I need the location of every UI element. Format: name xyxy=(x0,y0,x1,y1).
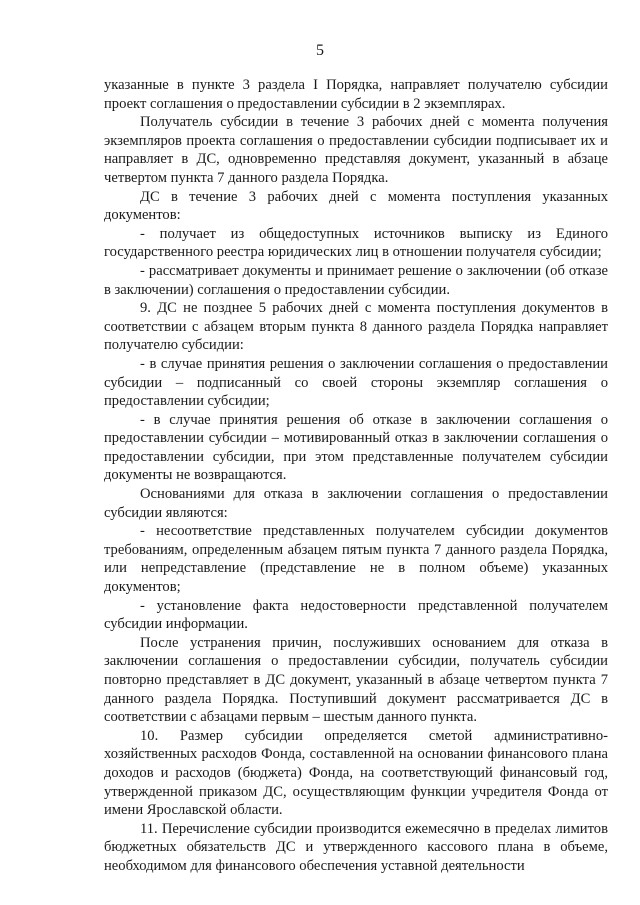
list-item-decision: - рассматривает документы и принимает решение о заключении (об отказе в заключении) соглашения о предоставлении субсидии. xyxy=(104,262,608,298)
paragraph-continuation: указанные в пункте 3 раздела I Порядка, направляет получателю субсидии проект соглашения о предоставлении субсидии в 2 экземплярах. xyxy=(104,77,608,112)
list-item-agreement-signed: - в случае принятия решения о заключении соглашения о предоставлении субсидии – подписанный со своей стороны экземпляр соглашения о предоставлении субсидии; xyxy=(104,355,608,410)
paragraph-item-10: 10. Размер субсидии определяется сметой административно-хозяйственных расходов Фонда, составленной на основании финансового плана доходов и расходов (бюджета) Фонда, на соответствующий финансовый год, утвержденной приказом ДС, осуществляющим функции учредителя Фонда от имени Ярославской области. xyxy=(104,727,608,819)
paragraph-item-11: 11. Перечисление субсидии производится ежемесячно в пределах лимитов бюджетных обязательств ДС и утвержденного кассового плана в объеме, необходимом для финансового обеспечения уставной деятельности xyxy=(104,820,608,874)
list-item-false-info: - установление факта недостоверности представленной получателем субсидии информации. xyxy=(104,597,608,633)
list-item-noncompliance: - несоответствие представленных получателем субсидии документов требованиям, определенным абзацем пятым пункта 7 данного раздела Порядка, или непредставление (представление не в полном объеме) указанных документов; xyxy=(104,523,608,596)
paragraph-resubmission: После устранения причин, послуживших основанием для отказа в заключении соглашения о предоставлении субсидии, получатель субсидии повторно представляет в ДС документ, указанный в абзаце четвертом пункта 7 данного раздела Порядка. Поступивший документ рассматривается ДС в соответствии с абзацами первым – шестым данного пункта. xyxy=(104,634,608,726)
document-body xyxy=(104,76,608,876)
page-number: 5 xyxy=(316,42,324,59)
paragraph-refusal-grounds: Основаниями для отказа в заключении соглашения о предоставлении субсидии являются: xyxy=(104,486,608,521)
list-item-refusal: - в случае принятия решения об отказе в заключении соглашения о предоставлении субсидии – мотивированный отказ в заключении соглашения о предоставлении субсидии, при этом представленные получателем субсидии документы не возвращаются. xyxy=(104,411,608,484)
paragraph-ds-review: ДС в течение 3 рабочих дней с момента поступления указанных документов: xyxy=(104,188,608,224)
list-item-registry-extract: - получает из общедоступных источников выписку из Единого государственного реестра юридических лиц в отношении получателя субсидии; xyxy=(104,225,608,261)
paragraph-recipient-signs: Получатель субсидии в течение 3 рабочих дней с момента получения экземпляров проекта соглашения о предоставлении субсидии подписывает их и направляет в ДС, одновременно представляя документ, указанный в абзаце четвертом пункта 7 данного раздела Порядка. xyxy=(104,114,608,186)
paragraph-item-9: 9. ДС не позднее 5 рабочих дней с момента поступления документов в соответствии с абзацем вторым пункта 8 данного раздела Порядка направляет получателю субсидии: xyxy=(104,300,608,354)
